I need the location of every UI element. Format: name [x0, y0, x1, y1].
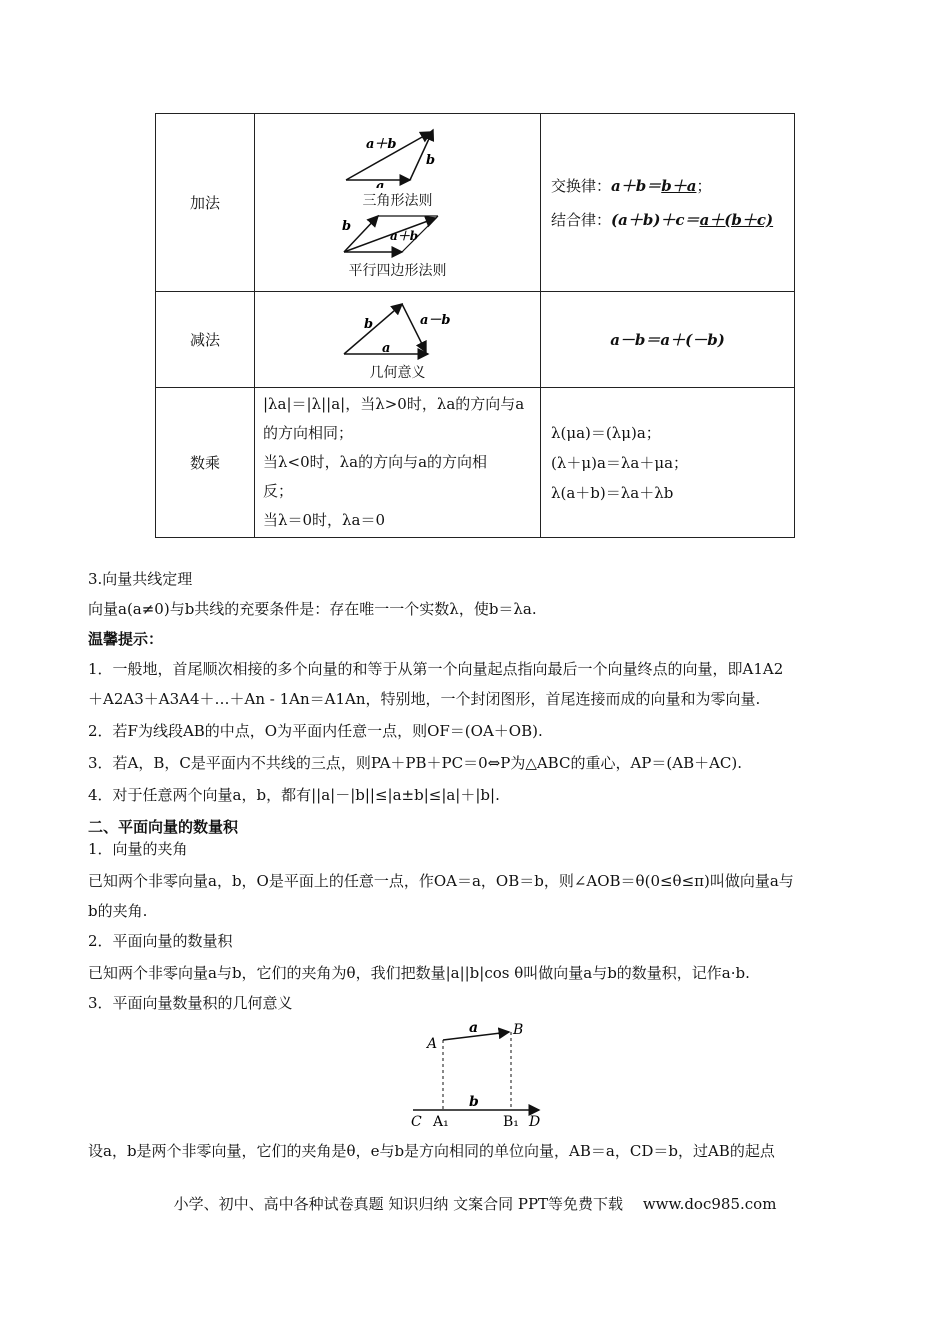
table-row: [156, 292, 795, 388]
tips-title: 温馨提示：: [88, 630, 164, 648]
label-B: B: [513, 1022, 524, 1038]
addition-laws: [541, 114, 795, 292]
parallelogram-rule-caption: 平行四边形法则: [348, 262, 447, 279]
label-C: C: [411, 1114, 422, 1130]
vector-operations-table: [155, 113, 795, 538]
label-A: A: [427, 1036, 438, 1052]
angle-body-1: 已知两个非零向量a，b，O是平面上的任意一点，作OA＝a，OB＝b，则∠AOB＝θ(0≤θ≤π)叫做向量a与: [88, 872, 794, 890]
triangle-rule-caption: 三角形法则: [362, 192, 433, 209]
section-3-body: 向量a(a≠0)与b共线的充要条件是：存在唯一一个实数λ，使b＝λa.: [88, 600, 537, 618]
tip-1-line-2: ＋A2A3＋A3A4＋…＋An - 1An＝A1An，特别地，一个封闭图形，首尾连接而成的向量和为零向量.: [88, 690, 761, 708]
last-line: 设a，b是两个非零向量，它们的夹角是θ，e与b是方向相同的单位向量，AB＝a，CD＝b，过AB的起点: [88, 1142, 775, 1160]
scalar-law-3: λ(a＋b)＝λa＋λb: [551, 483, 674, 502]
scalar-law-1: λ(μa)＝(λμ)a；: [551, 423, 661, 442]
addition-figures: [255, 114, 541, 292]
op-scalar-multiplication: 数乘: [156, 388, 255, 538]
label-A1: A₁: [433, 1114, 449, 1130]
para-b-label: b: [341, 218, 351, 234]
subtraction-diagram: [338, 298, 458, 360]
section-2-title: 二、平面向量的数量积: [88, 818, 239, 836]
angle-body-2: b的夹角.: [88, 902, 148, 920]
sub-b-label: b: [363, 316, 373, 332]
scalar-line-1: |λa|＝|λ||a|，当λ>0时，λa的方向与a: [263, 395, 525, 413]
projection-diagram: [405, 1018, 555, 1130]
scalar-laws: [541, 388, 795, 538]
op-subtraction: 减法: [156, 292, 255, 388]
tip-1-line-1: 1．一般地，首尾顺次相接的多个向量的和等于从第一个向量起点指向最后一个向量终点的向量，即A1A2: [88, 660, 784, 678]
sub-diff-label: a－b: [419, 312, 451, 328]
scalar-line-2: 的方向相同；: [263, 424, 354, 442]
subtraction-law: a－b＝a＋(－b): [541, 292, 795, 388]
table-row: [156, 114, 795, 292]
tri-sum-label: a＋b: [365, 136, 397, 152]
tip-4: 4．对于任意两个向量a，b，都有||a|－|b||≤|a±b|≤|a|＋|b|.: [88, 786, 500, 804]
dot-product-body: 已知两个非零向量a与b，它们的夹角为θ，我们把数量|a||b|cos θ叫做向量a与b的数量积，记作a·b.: [88, 964, 750, 982]
dot-product-title: 2．平面向量的数量积: [88, 932, 233, 950]
scalar-law-2: (λ＋μ)a＝λa＋μa；: [551, 453, 689, 472]
label-b: b: [469, 1094, 479, 1110]
label-D: D: [529, 1114, 541, 1130]
op-addition: 加法: [156, 114, 255, 292]
label-B1: B₁: [503, 1114, 519, 1130]
scalar-line-5: 当λ＝0时，λa＝0: [263, 511, 386, 529]
triangle-rule-diagram: [338, 126, 458, 188]
scalar-line-4: 反；: [263, 482, 294, 500]
associative-law: 结合律：(a＋b)＋c＝a＋(b＋c): [551, 210, 774, 229]
parallelogram-rule-diagram: [338, 210, 458, 258]
commutative-law: 交换律：a＋b＝b＋a；: [551, 176, 712, 195]
footer: 小学、初中、高中各种试卷真题 知识归纳 文案合同 PPT等免费下载 www.doc985.com: [173, 1195, 777, 1213]
tip-2: 2．若F为线段AB的中点，O为平面内任意一点，则OF＝(OA＋OB).: [88, 722, 543, 740]
tri-a-label: a: [375, 178, 384, 188]
geometric-meaning-caption: 几何意义: [369, 364, 426, 381]
geometric-meaning-title: 3．平面向量数量积的几何意义: [88, 994, 293, 1012]
para-sum-label: a＋b: [389, 228, 418, 243]
subtraction-figure: [255, 292, 541, 388]
label-a: a: [469, 1020, 479, 1036]
sub-a-label: a: [381, 340, 390, 356]
scalar-line-3: 当λ<0时，λa的方向与a的方向相: [263, 453, 488, 471]
tip-3: 3．若A，B，C是平面内不共线的三点，则PA＋PB＋PC＝0⇔P为△ABC的重心，AP＝(AB＋AC).: [88, 754, 743, 772]
tri-b-label: b: [425, 152, 435, 168]
table-row: [156, 388, 795, 538]
section-3-title: 3.向量共线定理: [88, 570, 193, 588]
angle-title: 1．向量的夹角: [88, 840, 188, 858]
scalar-definition: [255, 388, 541, 538]
